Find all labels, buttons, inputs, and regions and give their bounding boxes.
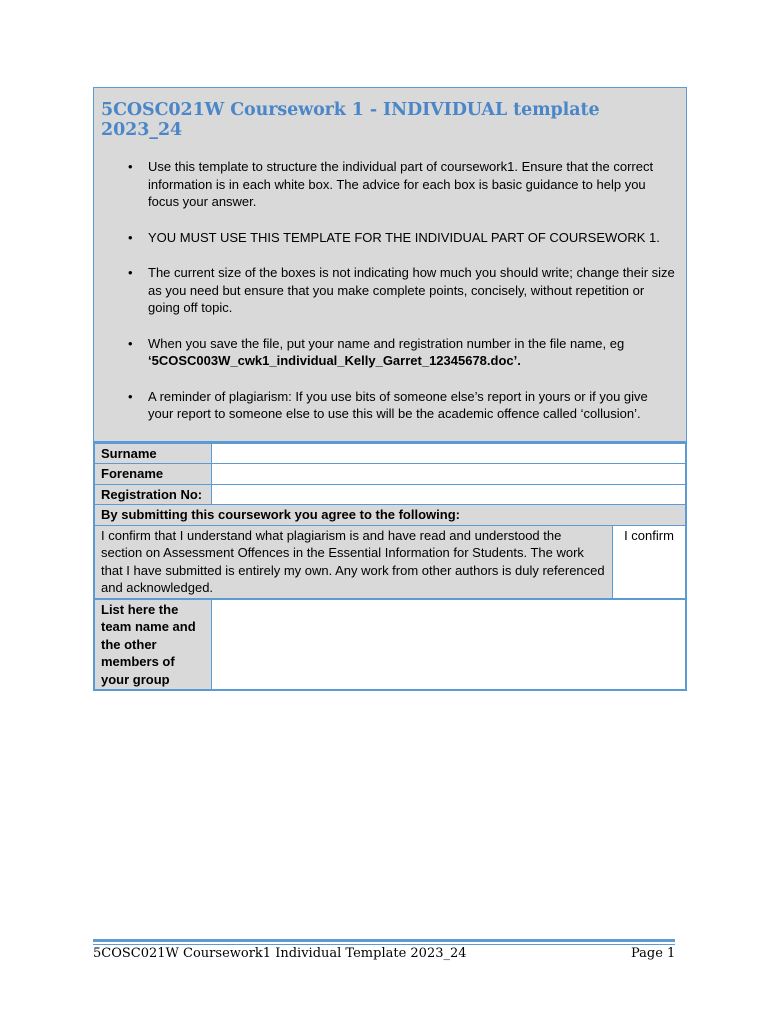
team-members-label: List here the team name and the other members of your group	[95, 599, 212, 690]
table-row	[95, 484, 686, 505]
surname-field[interactable]	[212, 443, 686, 464]
forename-label: Forename	[95, 464, 212, 485]
footer-divider-thin	[93, 944, 675, 945]
instruction-text: The current size of the boxes is not indicating how much you should write; change their size as you need but ensure that you make complete points, concisely, without repetition or going off topic.	[148, 265, 675, 315]
table-row	[95, 443, 686, 464]
instruction-text: When you save the file, put your name and registration number in the file name, eg	[148, 335, 625, 351]
template-frame	[93, 87, 687, 691]
student-details-table	[94, 443, 686, 691]
bullet-icon: •	[128, 229, 133, 245]
instruction-text: YOU MUST USE THIS TEMPLATE FOR THE INDIVIDUAL PART OF COURSEWORK 1.	[148, 229, 660, 245]
instruction-text: A reminder of plagiarism: If you use bits of someone else’s report in yours or if you give your report to someone else to use this will be the academic offence called ‘collusion’.	[148, 388, 648, 421]
instruction-item	[101, 335, 676, 370]
forename-field[interactable]	[212, 464, 686, 485]
confirm-field[interactable]: I confirm	[613, 525, 686, 599]
table-row	[95, 464, 686, 485]
filename-example: ‘5COSC003W_cwk1_individual_Kelly_Garret_12345678.doc’.	[148, 353, 521, 368]
instruction-text: Use this template to structure the individual part of coursework1. Ensure that the correct information is in each white box. The advice for each box is basic guidance to help you focus your answer.	[148, 159, 654, 209]
bullet-icon: •	[128, 388, 133, 404]
registration-label: Registration No:	[95, 484, 212, 505]
instruction-item	[101, 158, 676, 211]
table-row	[95, 525, 686, 599]
agreement-heading: By submitting this coursework you agree to the following:	[95, 505, 686, 526]
surname-label: Surname	[95, 443, 212, 464]
instruction-item	[101, 264, 676, 317]
instructions-panel	[94, 88, 686, 443]
bullet-icon: •	[128, 265, 133, 280]
agreement-statement: I confirm that I understand what plagiarism is and have read and understood the section on Assessment Offences in the Essential Information for Students. The work that I have submitted is entirely my own. Any work from other authors is duly referenced and acknowledged.	[95, 525, 613, 599]
instruction-item	[101, 229, 676, 247]
table-row	[95, 505, 686, 526]
team-members-field[interactable]	[212, 599, 686, 690]
bullet-icon: •	[128, 159, 133, 174]
footer-title: 5COSC021W Coursework1 Individual Template 2023_24	[93, 946, 467, 961]
registration-field[interactable]	[212, 484, 686, 505]
table-row	[95, 599, 686, 690]
page-number: Page 1	[631, 946, 676, 961]
document-title: 5COSC021W Coursework 1 - INDIVIDUAL template 2023_24	[101, 100, 600, 140]
bullet-icon: •	[128, 335, 133, 351]
instructions-list	[101, 158, 676, 423]
footer-divider	[93, 939, 675, 942]
instruction-item	[101, 388, 676, 423]
